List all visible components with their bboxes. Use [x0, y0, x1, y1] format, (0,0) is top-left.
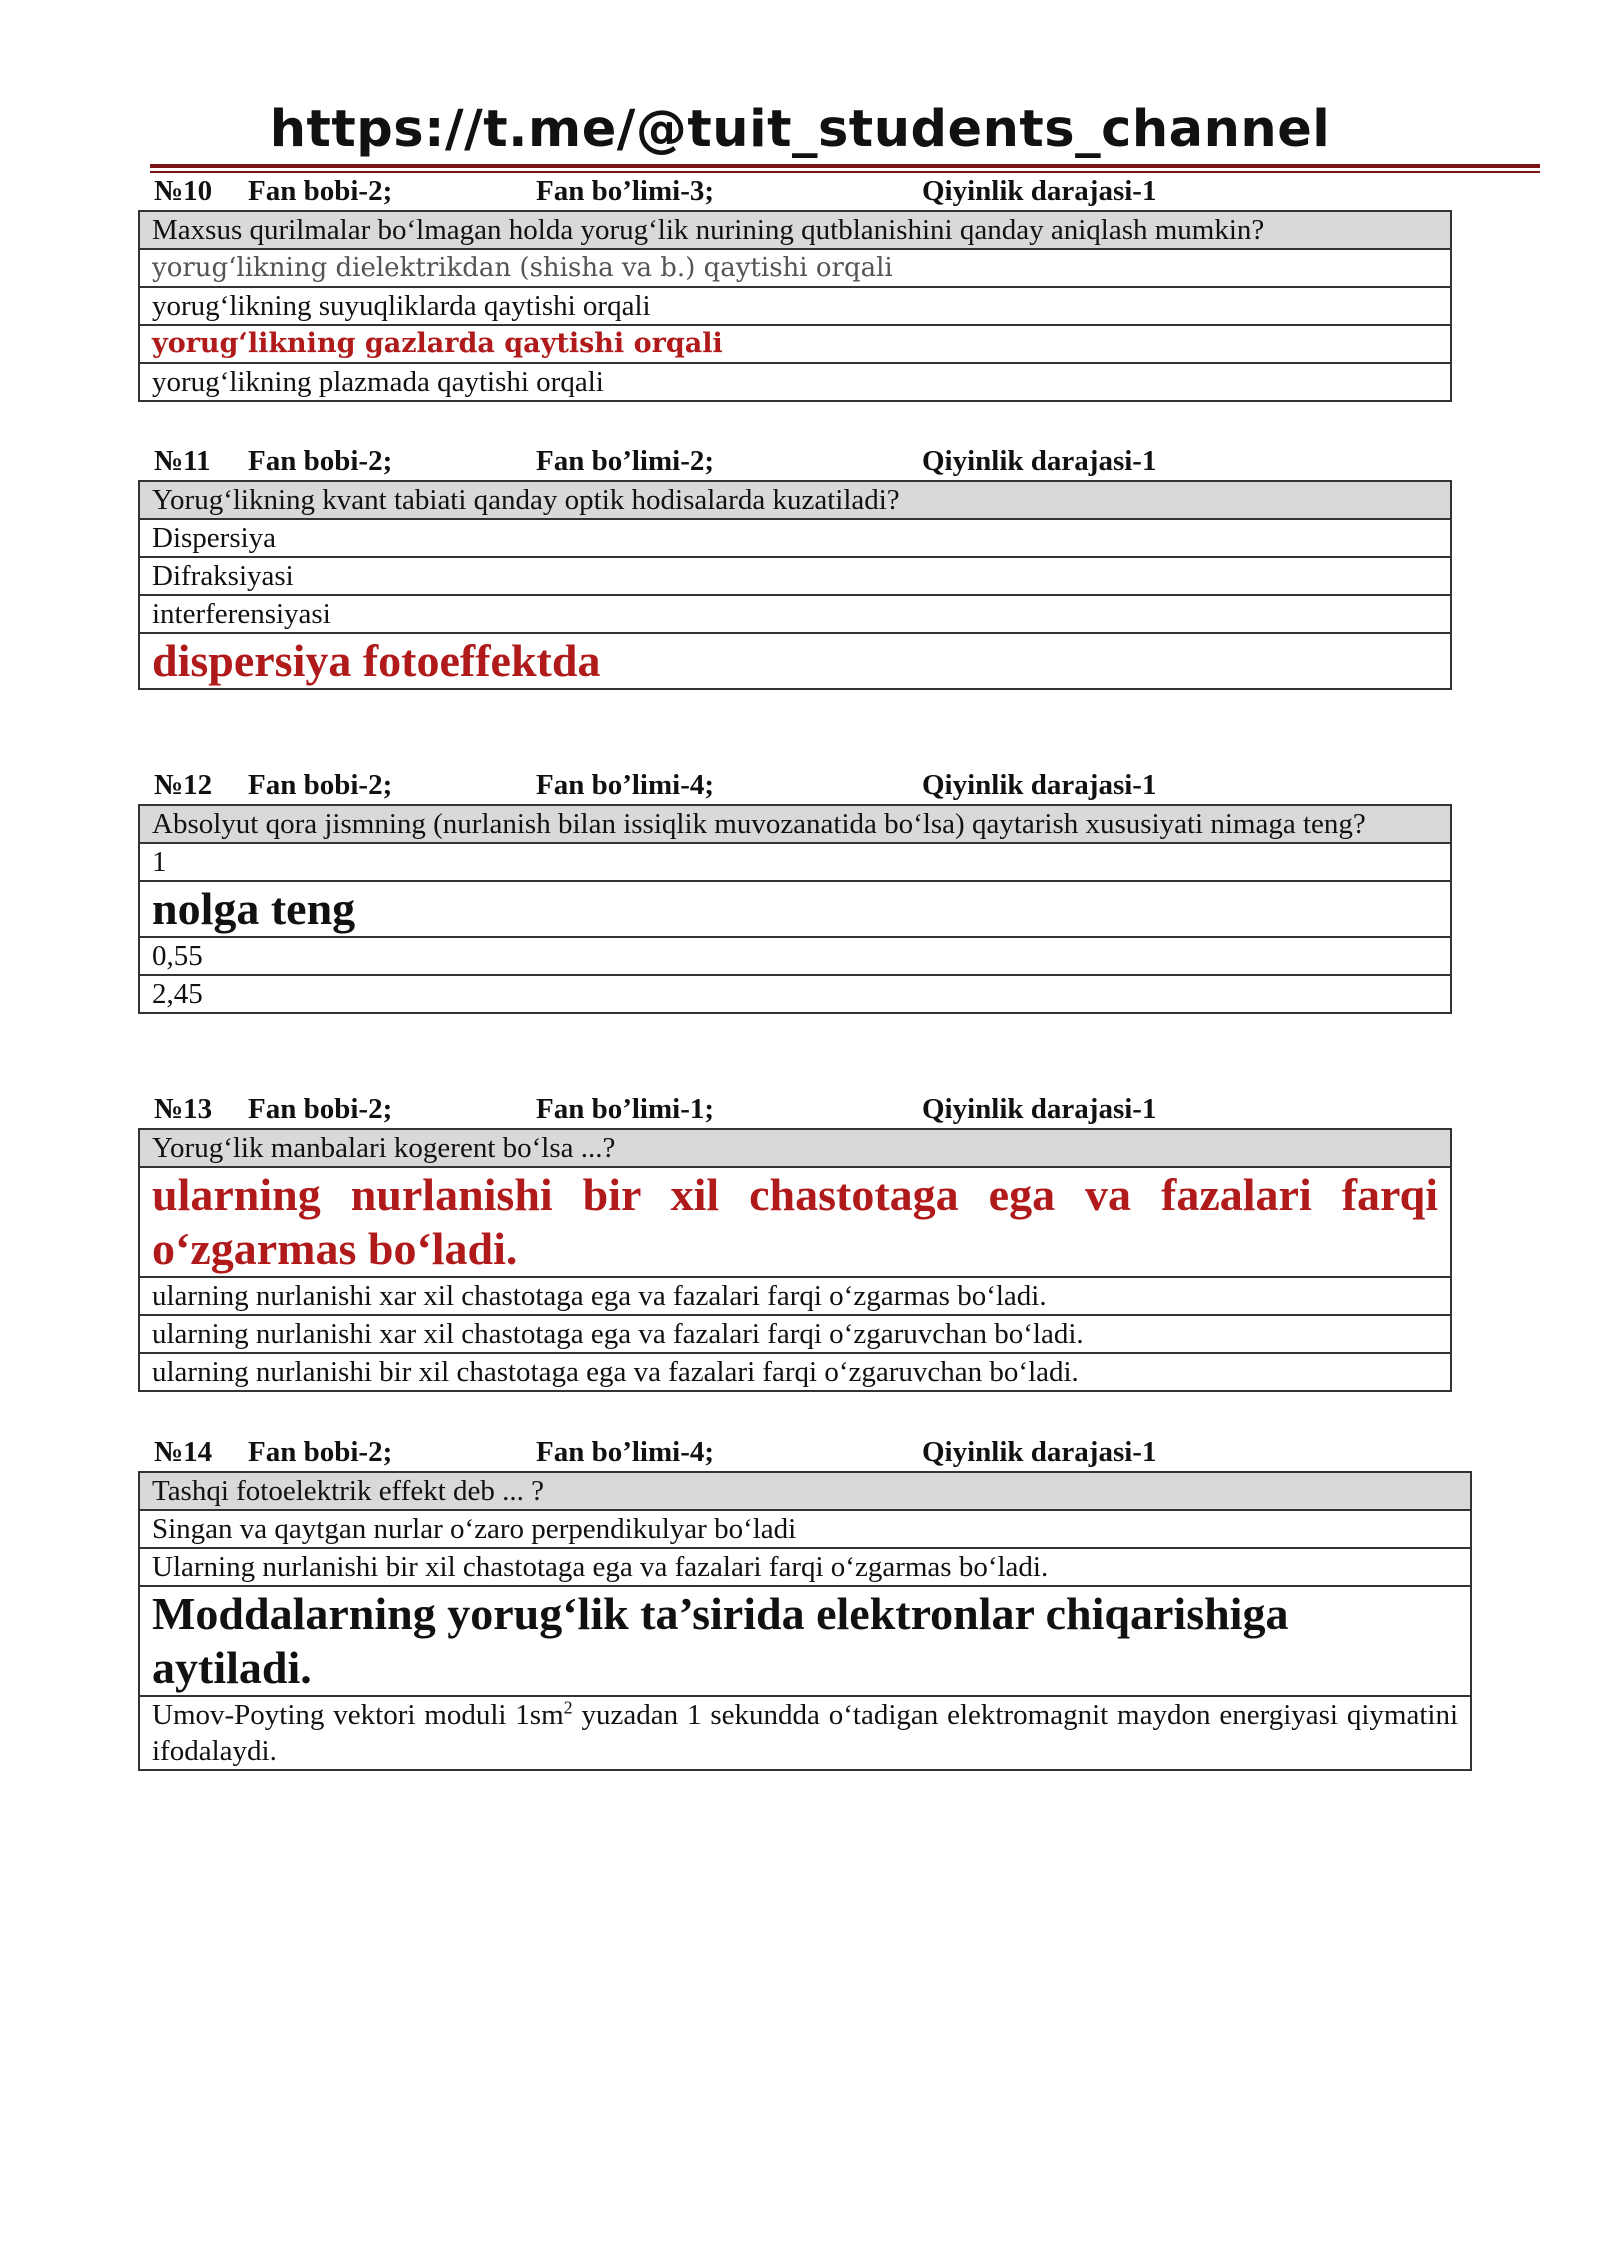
question-number: №14 — [154, 1436, 213, 1468]
superscript: 2 — [563, 1697, 573, 1718]
fan-bobi: Fan bobi-2; — [248, 175, 393, 207]
question-table — [138, 210, 1452, 402]
question-meta — [138, 1433, 1472, 1471]
answer-option: Dispersiya — [140, 518, 1450, 556]
answer-option: yorug‘likning dielektrikdan (shisha va b.) qaytishi orqali — [140, 248, 1450, 286]
qiyinlik-darajasi: Qiyinlik darajasi-1 — [922, 1093, 1157, 1125]
question-meta — [138, 766, 1452, 804]
question-table — [138, 804, 1452, 1014]
fan-bobi: Fan bobi-2; — [248, 769, 393, 801]
answer-option-highlighted: dispersiya fotoeffektda — [140, 632, 1450, 688]
qiyinlik-darajasi: Qiyinlik darajasi-1 — [922, 1436, 1157, 1468]
fan-bolimi: Fan bo’limi-3; — [536, 175, 715, 207]
fan-bolimi: Fan bo’limi-4; — [536, 1436, 715, 1468]
question-table — [138, 480, 1452, 690]
answer-option: ularning nurlanishi xar xil chastotaga ega va fazalari farqi o‘zgaruvchan bo‘ladi. — [140, 1314, 1450, 1352]
question-text: Yorug‘lik manbalari kogerent bo‘lsa ...? — [140, 1130, 1450, 1166]
answer-text: Umov-Poyting vektori moduli 1sm — [152, 1699, 564, 1731]
question-number: №12 — [154, 769, 213, 801]
question-block-12 — [138, 766, 1452, 1014]
answer-option: Difraksiyasi — [140, 556, 1450, 594]
answer-option: Singan va qaytgan nurlar o‘zaro perpendikulyar bo‘ladi — [140, 1509, 1470, 1547]
answer-option: ularning nurlanishi bir xil chastotaga ega va fazalari farqi o‘zgaruvchan bo‘ladi. — [140, 1352, 1450, 1390]
header-rule — [150, 164, 1540, 168]
fan-bobi: Fan bobi-2; — [248, 1436, 393, 1468]
answer-option-highlighted: yorug‘likning gazlarda qaytishi orqali — [140, 324, 1450, 362]
qiyinlik-darajasi: Qiyinlik darajasi-1 — [922, 769, 1157, 801]
qiyinlik-darajasi: Qiyinlik darajasi-1 — [922, 445, 1157, 477]
fan-bolimi: Fan bo’limi-1; — [536, 1093, 715, 1125]
question-meta — [138, 172, 1452, 210]
question-number: №11 — [154, 445, 211, 477]
question-table — [138, 1128, 1452, 1392]
fan-bobi: Fan bobi-2; — [248, 1093, 393, 1125]
answer-option: ularning nurlanishi xar xil chastotaga ega va fazalari farqi o‘zgarmas bo‘ladi. — [140, 1276, 1450, 1314]
answer-option: 2,45 — [140, 974, 1450, 1012]
answer-option-highlighted: nolga teng — [140, 880, 1450, 936]
answer-option — [140, 1695, 1470, 1769]
question-text: Yorug‘likning kvant tabiati qanday optik hodisalarda kuzatiladi? — [140, 482, 1450, 518]
answer-option: yorug‘likning suyuqliklarda qaytishi orqali — [140, 286, 1450, 324]
answer-option: 0,55 — [140, 936, 1450, 974]
question-table — [138, 1471, 1472, 1771]
question-block-13 — [138, 1090, 1452, 1392]
question-block-14 — [138, 1433, 1472, 1771]
question-number: №13 — [154, 1093, 213, 1125]
question-number: №10 — [154, 175, 213, 207]
question-meta — [138, 1090, 1452, 1128]
answer-option-highlighted: ularning nurlanishi bir xil chastotaga ega va fazalari farqi o‘zgarmas bo‘ladi. — [140, 1166, 1450, 1276]
answer-option: 1 — [140, 842, 1450, 880]
question-block-10 — [138, 172, 1452, 402]
question-text: Absolyut qora jismning (nurlanish bilan issiqlik muvozanatida bo‘lsa) qaytarish xususiyati nimaga teng? — [140, 806, 1450, 842]
fan-bolimi: Fan bo’limi-2; — [536, 445, 715, 477]
answer-option: Ularning nurlanishi bir xil chastotaga ega va fazalari farqi o‘zgarmas bo‘ladi. — [140, 1547, 1470, 1585]
answer-option-highlighted: Moddalarning yorug‘lik ta’sirida elektronlar chiqarishiga aytiladi. — [140, 1585, 1470, 1695]
answer-text: yuzadan 1 sekundda o‘tadigan elektromagnit maydon energiyasi qiymatini ifodalaydi. — [152, 1699, 1459, 1767]
question-text: Maxsus qurilmalar bo‘lmagan holda yorug‘lik nurining qutblanishini qanday aniqlash mumkin? — [140, 212, 1450, 248]
question-text: Tashqi fotoelektrik effekt deb ... ? — [140, 1473, 1470, 1509]
fan-bobi: Fan bobi-2; — [248, 445, 393, 477]
qiyinlik-darajasi: Qiyinlik darajasi-1 — [922, 175, 1157, 207]
answer-option: interferensiyasi — [140, 594, 1450, 632]
answer-option: yorug‘likning plazmada qaytishi orqali — [140, 362, 1450, 400]
channel-header: https://t.me/@tuit_students_channel — [269, 100, 1331, 159]
question-block-11 — [138, 442, 1452, 690]
question-meta — [138, 442, 1452, 480]
fan-bolimi: Fan bo’limi-4; — [536, 769, 715, 801]
